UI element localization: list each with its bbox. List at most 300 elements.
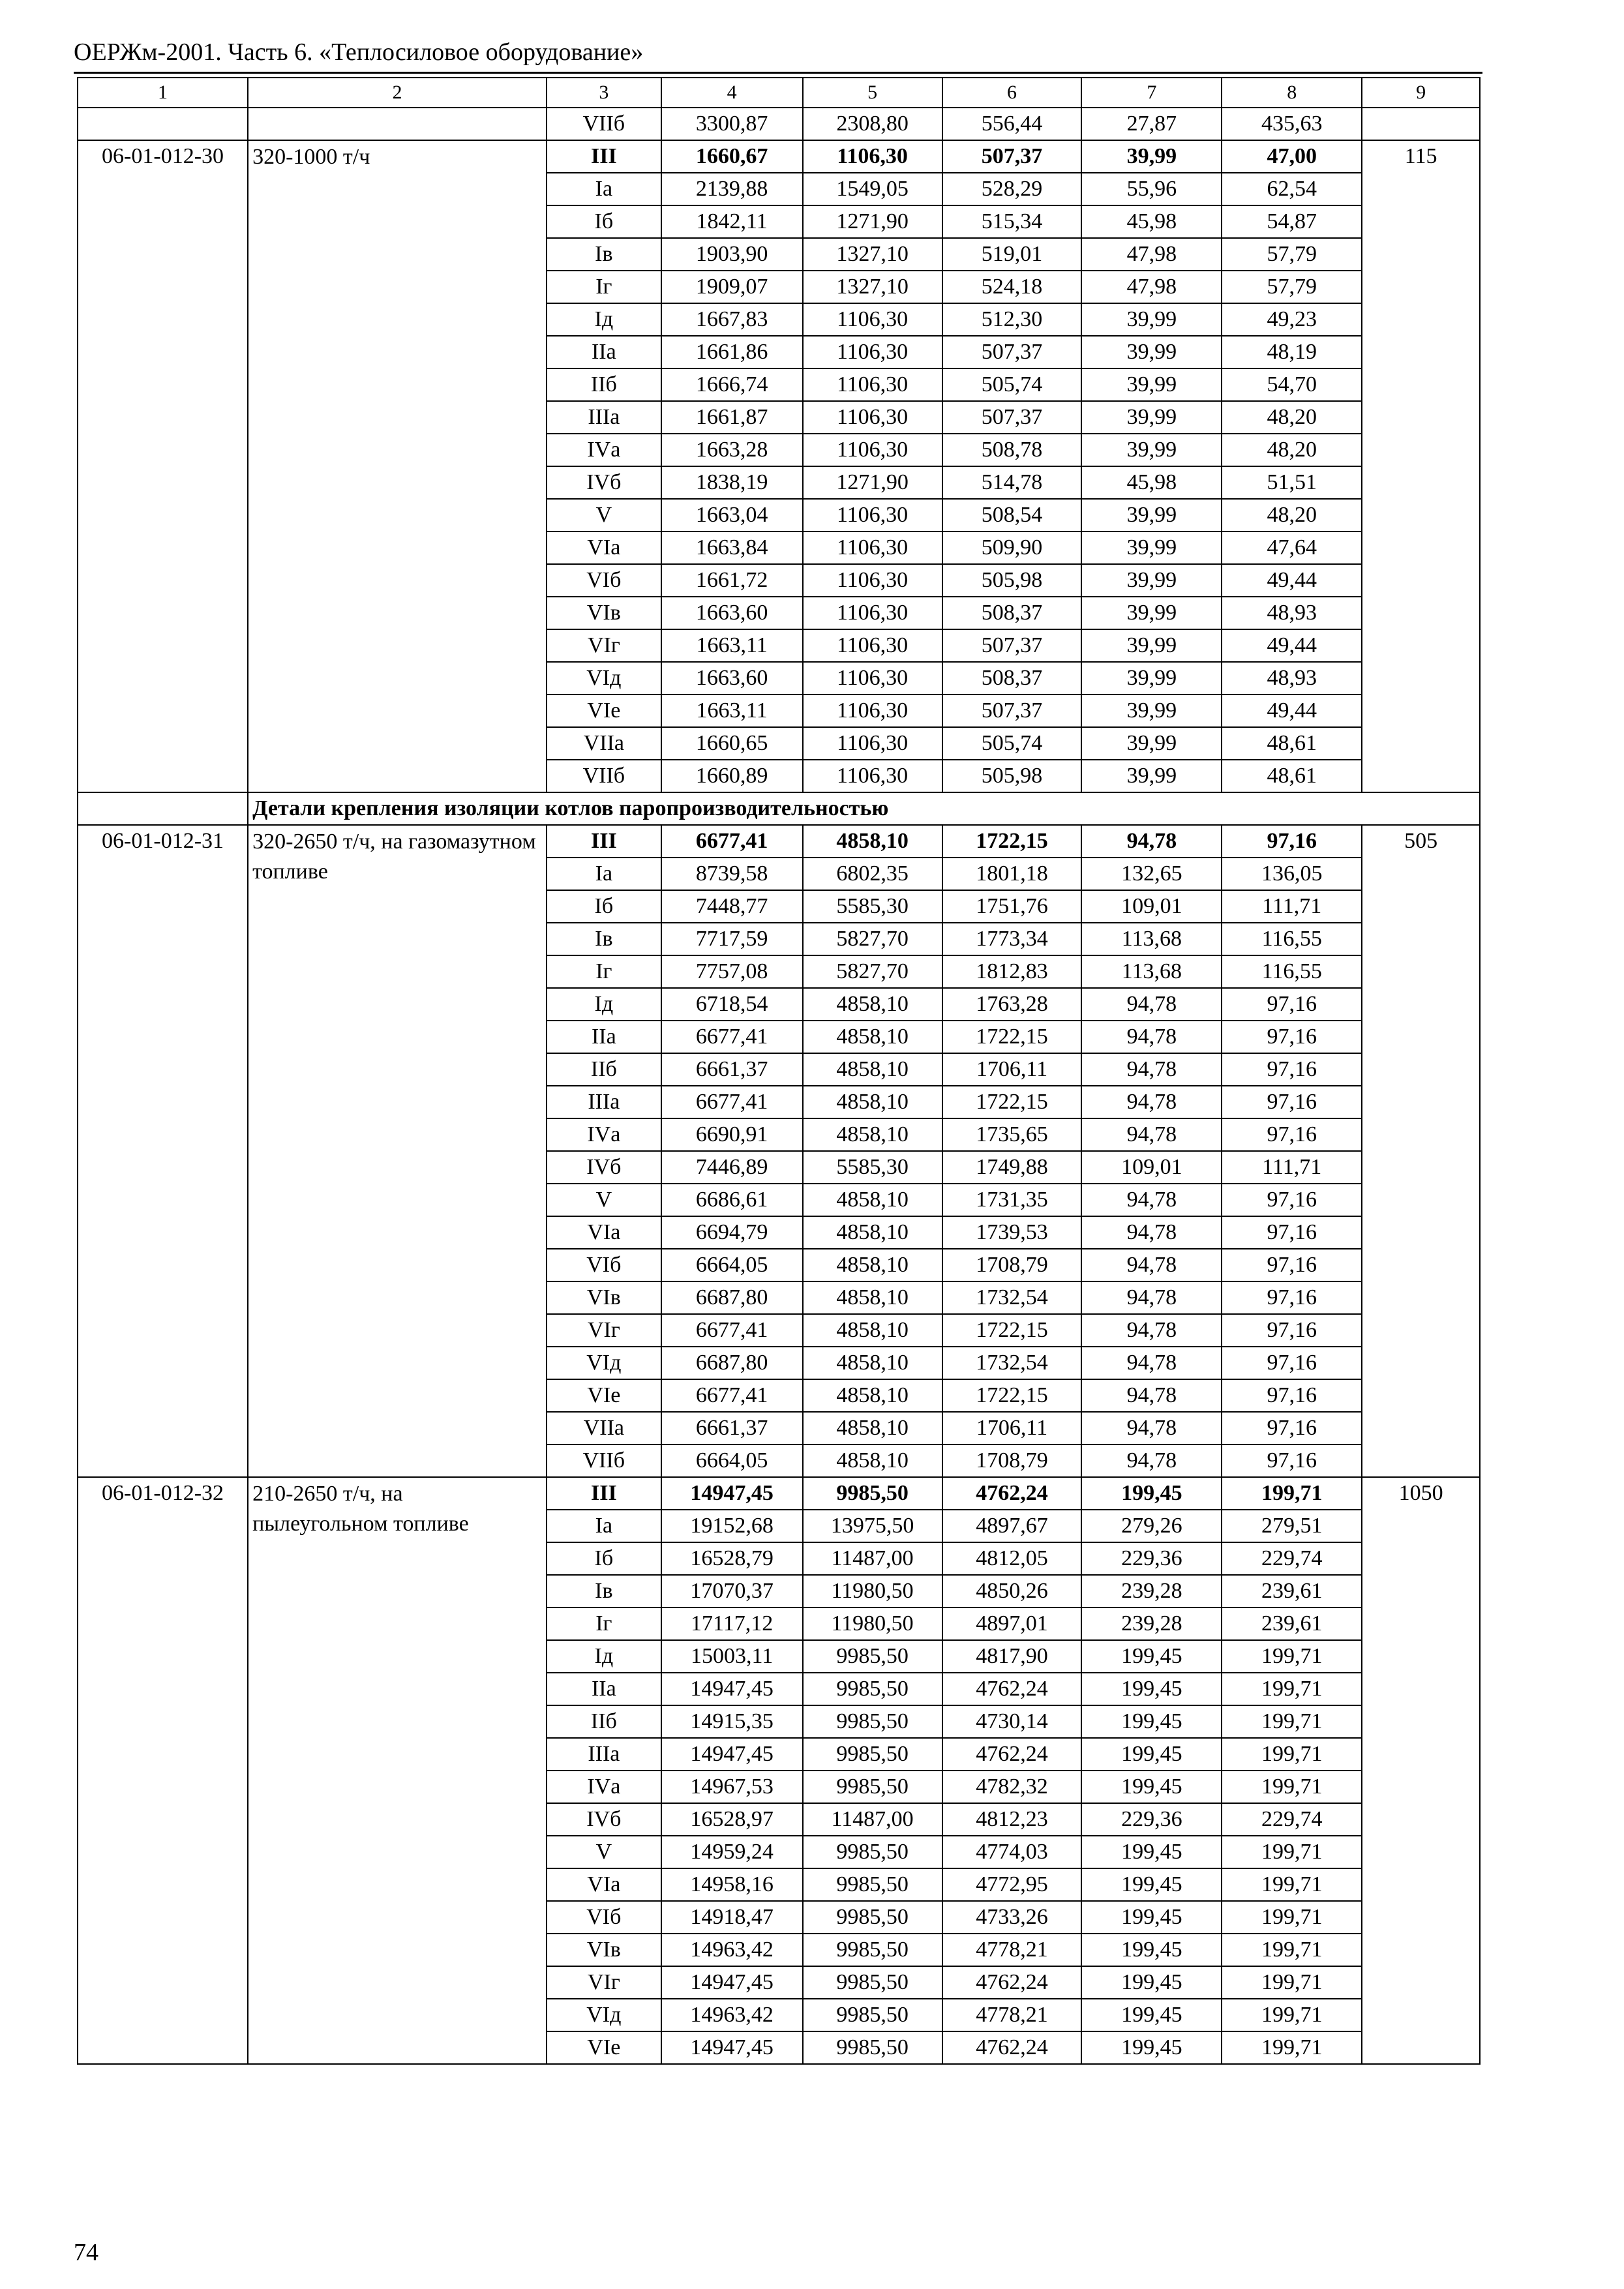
zone-cell: VIв [547, 1934, 661, 1966]
value-cell: 9985,50 [803, 1836, 942, 1868]
value-cell: 4858,10 [803, 1281, 942, 1314]
value-cell: 94,78 [1081, 1249, 1222, 1281]
value-cell: 509,90 [942, 531, 1082, 564]
value-cell: 9985,50 [803, 1934, 942, 1966]
value-cell: 507,37 [942, 695, 1082, 727]
value-cell: 1909,07 [661, 271, 803, 303]
zone-cell: Iг [547, 271, 661, 303]
rate-code: 06-01-012-32 [78, 1477, 248, 2064]
value-cell: 515,34 [942, 205, 1082, 238]
value-cell: 6677,41 [661, 1086, 803, 1118]
price-cell: 115 [1362, 140, 1480, 792]
value-cell: 4812,23 [942, 1803, 1082, 1836]
value-cell: 1722,15 [942, 1379, 1082, 1412]
value-cell: 5827,70 [803, 923, 942, 955]
value-cell: 524,18 [942, 271, 1082, 303]
value-cell: 4858,10 [803, 1086, 942, 1118]
value-cell: 229,36 [1081, 1542, 1222, 1575]
value-cell: 1106,30 [803, 303, 942, 336]
value-cell: 2308,80 [803, 108, 942, 140]
value-cell: 97,16 [1222, 1184, 1362, 1216]
value-cell: 4762,24 [942, 1673, 1082, 1705]
value-cell: 507,37 [942, 140, 1082, 173]
value-cell: 1663,04 [661, 499, 803, 531]
value-cell: 39,99 [1081, 597, 1222, 629]
value-cell: 1106,30 [803, 597, 942, 629]
value-cell: 1722,15 [942, 1314, 1082, 1347]
value-cell: 199,45 [1081, 1999, 1222, 2031]
value-cell: 48,61 [1222, 727, 1362, 760]
value-cell: 47,00 [1222, 140, 1362, 173]
value-cell: 97,16 [1222, 1053, 1362, 1086]
value-cell: 97,16 [1222, 1412, 1362, 1444]
value-cell: 4774,03 [942, 1836, 1082, 1868]
value-cell: 6718,54 [661, 988, 803, 1021]
value-cell: 199,71 [1222, 1705, 1362, 1738]
value-cell: 47,64 [1222, 531, 1362, 564]
value-cell: 1661,86 [661, 336, 803, 368]
value-cell: 507,37 [942, 336, 1082, 368]
value-cell: 4778,21 [942, 1999, 1082, 2031]
value-cell: 39,99 [1081, 434, 1222, 466]
value-cell: 6677,41 [661, 1314, 803, 1347]
value-cell: 15003,11 [661, 1640, 803, 1673]
value-cell: 4858,10 [803, 1412, 942, 1444]
value-cell: 505,98 [942, 760, 1082, 792]
zone-cell: Iв [547, 1575, 661, 1608]
value-cell: 17070,37 [661, 1575, 803, 1608]
value-cell: 132,65 [1081, 858, 1222, 890]
value-cell: 1735,65 [942, 1118, 1082, 1151]
value-cell: 19152,68 [661, 1510, 803, 1542]
value-cell: 62,54 [1222, 173, 1362, 205]
header-rule [74, 72, 1482, 74]
value-cell: 199,71 [1222, 1738, 1362, 1771]
value-cell: 14947,45 [661, 1738, 803, 1771]
value-cell: 47,98 [1081, 238, 1222, 271]
value-cell: 6661,37 [661, 1412, 803, 1444]
value-cell: 199,45 [1081, 1934, 1222, 1966]
value-cell: 4850,26 [942, 1575, 1082, 1608]
value-cell: 1722,15 [942, 1021, 1082, 1053]
value-cell: 4730,14 [942, 1705, 1082, 1738]
value-cell: 9985,50 [803, 1705, 942, 1738]
zone-cell: IIа [547, 336, 661, 368]
value-cell: 1106,30 [803, 336, 942, 368]
column-number: 6 [942, 78, 1082, 108]
value-cell: 39,99 [1081, 662, 1222, 695]
value-cell: 116,55 [1222, 923, 1362, 955]
value-cell: 136,05 [1222, 858, 1362, 890]
value-cell: 113,68 [1081, 955, 1222, 988]
value-cell: 6664,05 [661, 1444, 803, 1477]
page-number: 74 [74, 2239, 98, 2266]
value-cell: 199,45 [1081, 1705, 1222, 1738]
value-cell: 6677,41 [661, 825, 803, 858]
value-cell: 94,78 [1081, 1086, 1222, 1118]
value-cell: 49,44 [1222, 695, 1362, 727]
value-cell: 1663,11 [661, 695, 803, 727]
value-cell: 39,99 [1081, 140, 1222, 173]
value-cell: 1739,53 [942, 1216, 1082, 1249]
value-cell: 14959,24 [661, 1836, 803, 1868]
value-cell: 1731,35 [942, 1184, 1082, 1216]
value-cell: 199,45 [1081, 2031, 1222, 2064]
value-cell: 6687,80 [661, 1281, 803, 1314]
zone-cell: VIг [547, 1314, 661, 1347]
value-cell: 39,99 [1081, 499, 1222, 531]
zone-cell: Iд [547, 1640, 661, 1673]
value-cell: 199,71 [1222, 1673, 1362, 1705]
value-cell: 48,20 [1222, 434, 1362, 466]
value-cell: 48,20 [1222, 401, 1362, 434]
column-number: 5 [803, 78, 942, 108]
value-cell: 514,78 [942, 466, 1082, 499]
value-cell: 5585,30 [803, 890, 942, 923]
page-header: ОЕРЖм-2001. Часть 6. «Теплосиловое оборудование» [74, 38, 644, 66]
value-cell: 94,78 [1081, 1021, 1222, 1053]
zone-cell: IVб [547, 466, 661, 499]
value-cell: 4762,24 [942, 1738, 1082, 1771]
value-cell: 1271,90 [803, 466, 942, 499]
value-cell: 51,51 [1222, 466, 1362, 499]
value-cell: 1663,84 [661, 531, 803, 564]
zone-cell: Iг [547, 955, 661, 988]
value-cell: 57,79 [1222, 271, 1362, 303]
value-cell: 11487,00 [803, 1542, 942, 1575]
value-cell: 1106,30 [803, 401, 942, 434]
value-cell: 1812,83 [942, 955, 1082, 988]
value-cell: 14947,45 [661, 1673, 803, 1705]
value-cell: 199,45 [1081, 1836, 1222, 1868]
value-cell: 4762,24 [942, 2031, 1082, 2064]
value-cell: 199,71 [1222, 1934, 1362, 1966]
table-row [78, 140, 1480, 173]
value-cell: 94,78 [1081, 1444, 1222, 1477]
value-cell: 7717,59 [661, 923, 803, 955]
value-cell: 109,01 [1081, 1151, 1222, 1184]
value-cell: 507,37 [942, 629, 1082, 662]
column-number: 4 [661, 78, 803, 108]
value-cell: 1801,18 [942, 858, 1082, 890]
value-cell: 239,61 [1222, 1575, 1362, 1608]
section-row [78, 792, 1480, 825]
value-cell: 4858,10 [803, 1314, 942, 1347]
zone-cell: VIе [547, 1379, 661, 1412]
value-cell: 17117,12 [661, 1608, 803, 1640]
value-cell: 94,78 [1081, 1118, 1222, 1151]
value-cell: 111,71 [1222, 1151, 1362, 1184]
zone-cell: Iв [547, 238, 661, 271]
value-cell: 5827,70 [803, 955, 942, 988]
value-cell: 1327,10 [803, 271, 942, 303]
value-cell: 1838,19 [661, 466, 803, 499]
value-cell: 1903,90 [661, 238, 803, 271]
zone-cell: VIа [547, 531, 661, 564]
zone-cell: VIд [547, 1999, 661, 2031]
value-cell: 199,45 [1081, 1868, 1222, 1901]
value-cell: 48,20 [1222, 499, 1362, 531]
zone-cell: V [547, 1836, 661, 1868]
zone-cell: IVб [547, 1151, 661, 1184]
zone-cell: VIб [547, 1249, 661, 1281]
zone-cell: Iб [547, 1542, 661, 1575]
value-cell: 94,78 [1081, 1281, 1222, 1314]
value-cell: 9985,50 [803, 1901, 942, 1934]
value-cell: 9985,50 [803, 1738, 942, 1771]
value-cell: 39,99 [1081, 760, 1222, 792]
value-cell: 1663,60 [661, 662, 803, 695]
section-spacer [78, 792, 248, 825]
zone-cell: VIб [547, 564, 661, 597]
value-cell: 113,68 [1081, 923, 1222, 955]
value-cell: 1667,83 [661, 303, 803, 336]
value-cell: 97,16 [1222, 1021, 1362, 1053]
price-cell: 1050 [1362, 1477, 1480, 2064]
value-cell: 8739,58 [661, 858, 803, 890]
value-cell: 94,78 [1081, 1184, 1222, 1216]
value-cell: 229,74 [1222, 1542, 1362, 1575]
value-cell: 97,16 [1222, 1347, 1362, 1379]
value-cell: 4733,26 [942, 1901, 1082, 1934]
value-cell: 4817,90 [942, 1640, 1082, 1673]
value-cell: 1706,11 [942, 1053, 1082, 1086]
value-cell: 5585,30 [803, 1151, 942, 1184]
value-cell: 4858,10 [803, 1118, 942, 1151]
value-cell: 39,99 [1081, 303, 1222, 336]
value-cell: 4762,24 [942, 1477, 1082, 1510]
value-cell: 57,79 [1222, 238, 1362, 271]
value-cell: 1732,54 [942, 1347, 1082, 1379]
value-cell: 39,99 [1081, 401, 1222, 434]
value-cell: 1666,74 [661, 368, 803, 401]
zone-cell: Iд [547, 303, 661, 336]
value-cell: 1106,30 [803, 499, 942, 531]
zone-cell: VIа [547, 1868, 661, 1901]
value-cell: 508,78 [942, 434, 1082, 466]
value-cell: 519,01 [942, 238, 1082, 271]
value-cell: 39,99 [1081, 531, 1222, 564]
zone-cell: IVа [547, 434, 661, 466]
value-cell: 11980,50 [803, 1608, 942, 1640]
value-cell: 4858,10 [803, 1249, 942, 1281]
value-cell: 14958,16 [661, 1868, 803, 1901]
zone-cell: VIIб [547, 108, 661, 140]
value-cell: 1751,76 [942, 890, 1082, 923]
value-cell: 1663,60 [661, 597, 803, 629]
zone-cell: VIг [547, 629, 661, 662]
value-cell: 4858,10 [803, 1444, 942, 1477]
value-cell: 1842,11 [661, 205, 803, 238]
column-number: 2 [248, 78, 547, 108]
price-cell: 505 [1362, 825, 1480, 1477]
column-number-row [78, 78, 1480, 108]
value-cell: 199,45 [1081, 1771, 1222, 1803]
value-cell: 199,45 [1081, 1640, 1222, 1673]
value-cell: 97,16 [1222, 1314, 1362, 1347]
value-cell: 94,78 [1081, 1314, 1222, 1347]
value-cell: 1106,30 [803, 727, 942, 760]
value-cell: 14947,45 [661, 1477, 803, 1510]
value-cell: 1106,30 [803, 629, 942, 662]
value-cell: 199,45 [1081, 1901, 1222, 1934]
zone-cell: VIIб [547, 1444, 661, 1477]
value-cell: 27,87 [1081, 108, 1222, 140]
column-number: 1 [78, 78, 248, 108]
zone-cell: VIв [547, 1281, 661, 1314]
value-cell: 4778,21 [942, 1934, 1082, 1966]
value-cell: 1106,30 [803, 662, 942, 695]
zone-cell: VIб [547, 1901, 661, 1934]
value-cell: 199,71 [1222, 1901, 1362, 1934]
value-cell: 1773,34 [942, 923, 1082, 955]
value-cell: 507,37 [942, 401, 1082, 434]
value-cell: 14915,35 [661, 1705, 803, 1738]
zone-cell: IIа [547, 1673, 661, 1705]
value-cell: 9985,50 [803, 1673, 942, 1705]
desc-cell [248, 108, 547, 140]
value-cell: 11980,50 [803, 1575, 942, 1608]
value-cell: 94,78 [1081, 1412, 1222, 1444]
value-cell: 6677,41 [661, 1379, 803, 1412]
value-cell: 4897,01 [942, 1608, 1082, 1640]
value-cell: 9985,50 [803, 1771, 942, 1803]
value-cell: 97,16 [1222, 1249, 1362, 1281]
value-cell: 1732,54 [942, 1281, 1082, 1314]
value-cell: 1549,05 [803, 173, 942, 205]
zone-cell: V [547, 1184, 661, 1216]
value-cell: 54,70 [1222, 368, 1362, 401]
value-cell: 199,45 [1081, 1738, 1222, 1771]
value-cell: 505,98 [942, 564, 1082, 597]
zone-cell: IIIа [547, 1086, 661, 1118]
value-cell: 9985,50 [803, 1640, 942, 1673]
value-cell: 4897,67 [942, 1510, 1082, 1542]
value-cell: 1660,67 [661, 140, 803, 173]
value-cell: 1660,89 [661, 760, 803, 792]
value-cell: 528,29 [942, 173, 1082, 205]
value-cell: 1106,30 [803, 760, 942, 792]
value-cell: 508,37 [942, 662, 1082, 695]
value-cell: 199,45 [1081, 1673, 1222, 1705]
zone-cell: IIа [547, 1021, 661, 1053]
value-cell: 6690,91 [661, 1118, 803, 1151]
value-cell: 97,16 [1222, 825, 1362, 858]
value-cell: 2139,88 [661, 173, 803, 205]
zone-cell: IVб [547, 1803, 661, 1836]
value-cell: 4858,10 [803, 1379, 942, 1412]
value-cell: 1106,30 [803, 564, 942, 597]
value-cell: 1327,10 [803, 238, 942, 271]
zone-cell: Iг [547, 1608, 661, 1640]
value-cell: 48,93 [1222, 662, 1362, 695]
value-cell: 1106,30 [803, 368, 942, 401]
value-cell: 39,99 [1081, 336, 1222, 368]
value-cell: 94,78 [1081, 1379, 1222, 1412]
value-cell: 199,71 [1222, 1999, 1362, 2031]
table-row [78, 825, 1480, 858]
value-cell: 7446,89 [661, 1151, 803, 1184]
rates-table [77, 77, 1481, 2065]
rate-description: 210-2650 т/ч, на пылеугольном топливе [248, 1477, 547, 2064]
zone-cell: III [547, 140, 661, 173]
value-cell: 97,16 [1222, 1086, 1362, 1118]
value-cell: 39,99 [1081, 695, 1222, 727]
value-cell: 199,71 [1222, 1477, 1362, 1510]
value-cell: 14963,42 [661, 1934, 803, 1966]
value-cell: 94,78 [1081, 1347, 1222, 1379]
value-cell: 55,96 [1081, 173, 1222, 205]
value-cell: 1663,28 [661, 434, 803, 466]
zone-cell: IIб [547, 1705, 661, 1738]
value-cell: 109,01 [1081, 890, 1222, 923]
value-cell: 229,36 [1081, 1803, 1222, 1836]
value-cell: 1749,88 [942, 1151, 1082, 1184]
zone-cell: VIе [547, 2031, 661, 2064]
zone-cell: III [547, 1477, 661, 1510]
value-cell: 512,30 [942, 303, 1082, 336]
rate-description: 320-2650 т/ч, на газомазутном топливе [248, 825, 547, 1477]
rate-code: 06-01-012-30 [78, 140, 248, 792]
zone-cell: Iб [547, 890, 661, 923]
zone-cell: Iа [547, 173, 661, 205]
value-cell: 4782,32 [942, 1771, 1082, 1803]
value-cell: 4762,24 [942, 1966, 1082, 1999]
value-cell: 111,71 [1222, 890, 1362, 923]
value-cell: 199,71 [1222, 1771, 1362, 1803]
zone-cell: V [547, 499, 661, 531]
value-cell: 4858,10 [803, 1021, 942, 1053]
value-cell: 116,55 [1222, 955, 1362, 988]
value-cell: 6687,80 [661, 1347, 803, 1379]
zone-cell: VIд [547, 1347, 661, 1379]
value-cell: 94,78 [1081, 1216, 1222, 1249]
zone-cell: IVа [547, 1118, 661, 1151]
value-cell: 11487,00 [803, 1803, 942, 1836]
value-cell: 199,71 [1222, 1836, 1362, 1868]
value-cell: 94,78 [1081, 1053, 1222, 1086]
value-cell: 16528,97 [661, 1803, 803, 1836]
value-cell: 97,16 [1222, 1444, 1362, 1477]
value-cell: 6686,61 [661, 1184, 803, 1216]
value-cell: 199,71 [1222, 2031, 1362, 2064]
value-cell: 239,61 [1222, 1608, 1362, 1640]
value-cell: 39,99 [1081, 727, 1222, 760]
value-cell: 4858,10 [803, 1216, 942, 1249]
value-cell: 97,16 [1222, 1118, 1362, 1151]
zone-cell: VIг [547, 1966, 661, 1999]
value-cell: 97,16 [1222, 1379, 1362, 1412]
value-cell: 199,45 [1081, 1966, 1222, 1999]
value-cell: 13975,50 [803, 1510, 942, 1542]
value-cell: 14947,45 [661, 2031, 803, 2064]
zone-cell: III [547, 825, 661, 858]
value-cell: 1722,15 [942, 1086, 1082, 1118]
zone-cell: Iа [547, 1510, 661, 1542]
value-cell: 6661,37 [661, 1053, 803, 1086]
value-cell: 97,16 [1222, 1281, 1362, 1314]
value-cell: 6677,41 [661, 1021, 803, 1053]
value-cell: 1660,65 [661, 727, 803, 760]
value-cell: 9985,50 [803, 1868, 942, 1901]
column-number: 8 [1222, 78, 1362, 108]
zone-cell: Iб [547, 205, 661, 238]
zone-cell: VIд [547, 662, 661, 695]
value-cell: 3300,87 [661, 108, 803, 140]
value-cell: 14918,47 [661, 1901, 803, 1934]
value-cell: 45,98 [1081, 205, 1222, 238]
zone-cell: Iв [547, 923, 661, 955]
